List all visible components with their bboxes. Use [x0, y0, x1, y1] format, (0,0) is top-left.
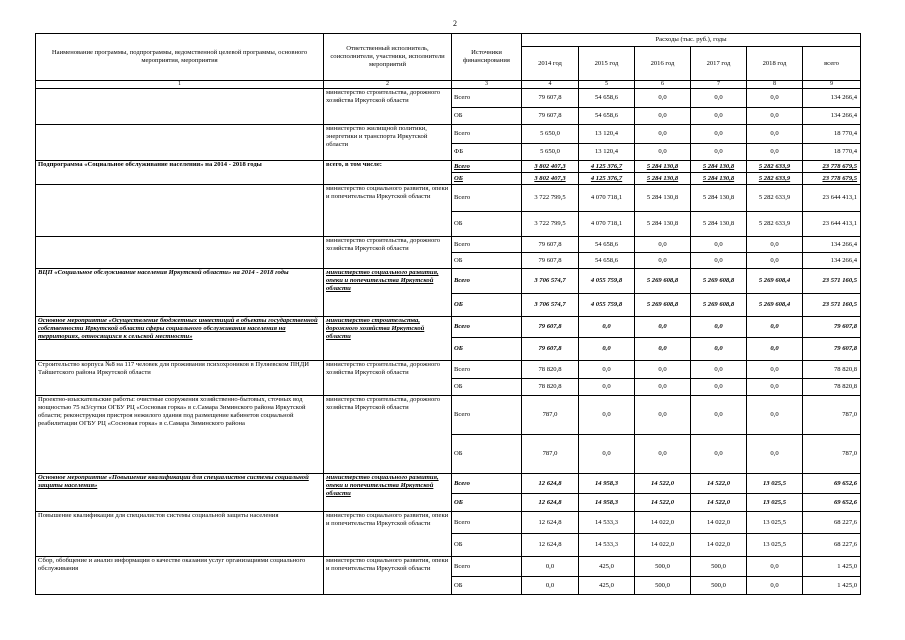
column-index: 1: [36, 81, 324, 89]
row-name: Проектно-изыскательские работы: очистные сооружения хозяйственно-бытовых, сточных вод мощностью 75 м3/сутки ОГБУ РЦ «Сосновая горка» в с.Самара Зиминского района Иркутской области; реконструкция пристроя нежилого здания под размещение кабинетов социальной реабилитации ОГБУ РЦ «Сосновая горка» в с.Самара Зиминского района: [36, 396, 324, 474]
row-year-value: 5 650,0: [522, 125, 579, 144]
row-name: Основное мероприятие «Повышение квалификации для специалистов системы социальной защиты населения»: [36, 474, 324, 512]
table-body: [36, 89, 861, 595]
row-year-value: 14 522,0: [635, 474, 691, 494]
row-year-value: 0,0: [579, 396, 635, 435]
header-year: 2014 год: [522, 47, 579, 81]
row-year-value: 3 706 574,7: [522, 294, 579, 317]
row-year-value: 0,0: [635, 108, 691, 125]
row-executor: министерство социального развития, опеки и попечительства Иркутской области: [324, 269, 452, 317]
row-total-value: 1 425,0: [803, 557, 861, 577]
row-year-value: 0,0: [691, 338, 747, 361]
row-year-value: 13 025,5: [747, 512, 803, 534]
table-row: [36, 396, 861, 435]
row-year-value: 0,0: [635, 435, 691, 474]
row-year-value: 5 284 130,8: [691, 185, 747, 212]
row-source: Всего: [452, 161, 522, 173]
row-year-value: 5 284 130,8: [635, 212, 691, 237]
table-row: [36, 125, 861, 144]
row-year-value: 0,0: [747, 396, 803, 435]
row-year-value: 5 284 130,8: [691, 212, 747, 237]
row-year-value: 0,0: [691, 379, 747, 396]
row-year-value: 787,0: [522, 435, 579, 474]
row-total-value: 69 652,6: [803, 494, 861, 512]
column-index: 8: [747, 81, 803, 89]
row-year-value: 78 820,8: [522, 361, 579, 379]
row-name: Строительство корпуса №8 на 117 человек для проживания психохроников в Пуляевском ПНДИ Тайшетского района Иркутской области: [36, 361, 324, 396]
financing-table: [35, 33, 861, 595]
row-source: Всего: [452, 396, 522, 435]
row-year-value: 4 055 759,8: [579, 294, 635, 317]
row-year-value: 425,0: [579, 557, 635, 577]
row-year-value: 4 125 376,7: [579, 161, 635, 173]
row-year-value: 0,0: [691, 253, 747, 269]
row-year-value: 79 607,8: [522, 338, 579, 361]
row-year-value: 5 269 608,8: [635, 294, 691, 317]
row-year-value: 0,0: [691, 361, 747, 379]
row-source: Всего: [452, 474, 522, 494]
row-source: Всего: [452, 125, 522, 144]
row-year-value: 12 624,8: [522, 474, 579, 494]
row-source: ОБ: [452, 435, 522, 474]
table-row: [36, 361, 861, 379]
row-year-value: 14 522,0: [691, 474, 747, 494]
row-executor: всего, в том числе:: [324, 161, 452, 185]
row-name: Сбор, обобщение и анализ информации о качестве оказания услуг организациями социального обслуживания: [36, 557, 324, 595]
row-year-value: 787,0: [522, 396, 579, 435]
row-year-value: 14 958,3: [579, 494, 635, 512]
row-year-value: 0,0: [579, 361, 635, 379]
row-source: ОБ: [452, 108, 522, 125]
row-year-value: 14 522,0: [691, 494, 747, 512]
row-year-value: 3 802 407,3: [522, 173, 579, 185]
row-year-value: 3 706 574,7: [522, 269, 579, 294]
column-index: 6: [635, 81, 691, 89]
header-year: 2015 год: [579, 47, 635, 81]
row-source: ОБ: [452, 494, 522, 512]
row-year-value: 0,0: [747, 144, 803, 161]
row-total-value: 69 652,6: [803, 474, 861, 494]
row-source: ОБ: [452, 212, 522, 237]
row-year-value: 14 522,0: [635, 494, 691, 512]
row-executor: министерство жилищной политики, энергетики и транспорта Иркутской области: [324, 125, 452, 161]
row-executor: министерство социального развития, опеки и попечительства Иркутской области: [324, 557, 452, 595]
row-year-value: 13 120,4: [579, 144, 635, 161]
row-year-value: 0,0: [635, 253, 691, 269]
row-total-value: 23 644 413,1: [803, 212, 861, 237]
row-year-value: 0,0: [691, 144, 747, 161]
row-source: ОБ: [452, 253, 522, 269]
table-row: [36, 557, 861, 577]
row-year-value: 0,0: [691, 435, 747, 474]
row-year-value: 5 284 130,8: [635, 161, 691, 173]
row-total-value: 1 425,0: [803, 577, 861, 595]
row-total-value: 78 820,8: [803, 361, 861, 379]
row-source: Всего: [452, 89, 522, 108]
row-year-value: 0,0: [747, 89, 803, 108]
header-row: [36, 34, 861, 47]
row-year-value: 0,0: [635, 89, 691, 108]
row-total-value: 23 644 413,1: [803, 185, 861, 212]
row-executor: министерство социального развития, опеки и попечительства Иркутской области: [324, 185, 452, 237]
row-year-value: 0,0: [747, 435, 803, 474]
row-executor: министерство строительства, дорожного хозяйства Иркутской области: [324, 317, 452, 361]
table-row: [36, 185, 861, 212]
row-year-value: 12 624,8: [522, 512, 579, 534]
row-total-value: 134 266,4: [803, 108, 861, 125]
row-total-value: 18 770,4: [803, 125, 861, 144]
row-total-value: 23 778 679,5: [803, 161, 861, 173]
row-year-value: 14 022,0: [691, 512, 747, 534]
row-year-value: 14 022,0: [635, 534, 691, 557]
row-total-value: 787,0: [803, 435, 861, 474]
header-expenses: Расходы (тыс. руб.), годы: [522, 34, 861, 47]
row-year-value: 12 624,8: [522, 534, 579, 557]
row-source: Всего: [452, 269, 522, 294]
row-year-value: 0,0: [635, 317, 691, 338]
row-year-value: 5 284 130,8: [691, 173, 747, 185]
row-year-value: 5 284 130,8: [691, 161, 747, 173]
row-year-value: 0,0: [635, 338, 691, 361]
row-executor: министерство строительства, дорожного хозяйства Иркутской области: [324, 361, 452, 396]
row-year-value: 0,0: [691, 108, 747, 125]
row-year-value: 0,0: [747, 361, 803, 379]
row-source: Всего: [452, 512, 522, 534]
header-source: Источники финансирования: [452, 34, 522, 81]
row-year-value: 14 022,0: [635, 512, 691, 534]
row-year-value: 5 282 633,9: [747, 212, 803, 237]
row-year-value: 0,0: [747, 108, 803, 125]
row-year-value: 14 958,3: [579, 474, 635, 494]
header-year: 2017 год: [691, 47, 747, 81]
row-year-value: 0,0: [747, 577, 803, 595]
row-source: ОБ: [452, 577, 522, 595]
row-name: [36, 185, 324, 237]
row-year-value: 54 658,6: [579, 108, 635, 125]
row-year-value: 0,0: [691, 317, 747, 338]
row-year-value: 0,0: [747, 557, 803, 577]
row-name: ВЦП «Социальное обслуживание населения Иркутской области» на 2014 - 2018 годы: [36, 269, 324, 317]
row-source: ОБ: [452, 338, 522, 361]
column-index: 7: [691, 81, 747, 89]
row-year-value: 425,0: [579, 577, 635, 595]
column-index: 4: [522, 81, 579, 89]
row-name: [36, 125, 324, 161]
row-year-value: 14 022,0: [691, 534, 747, 557]
row-total-value: 134 266,4: [803, 89, 861, 108]
row-year-value: 5 269 608,8: [691, 294, 747, 317]
row-total-value: 68 227,6: [803, 512, 861, 534]
row-year-value: 0,0: [747, 338, 803, 361]
row-executor: министерство строительства, дорожного хозяйства Иркутской области: [324, 396, 452, 474]
table-row: [36, 237, 861, 253]
row-year-value: 0,0: [635, 361, 691, 379]
row-executor: министерство строительства, дорожного хозяйства Иркутской области: [324, 237, 452, 269]
row-source: ОБ: [452, 379, 522, 396]
column-index: 5: [579, 81, 635, 89]
table-row: [36, 269, 861, 294]
row-total-value: 79 607,8: [803, 317, 861, 338]
row-year-value: 0,0: [747, 253, 803, 269]
header-name: Наименование программы, подпрограммы, ведомственной целевой программы, основного мероприятия, мероприятия: [36, 34, 324, 81]
row-year-value: 13 025,5: [747, 494, 803, 512]
row-year-value: 79 607,8: [522, 253, 579, 269]
row-year-value: 500,0: [635, 577, 691, 595]
row-year-value: 5 269 608,4: [747, 269, 803, 294]
row-year-value: 5 284 130,8: [635, 173, 691, 185]
row-year-value: 0,0: [522, 557, 579, 577]
row-year-value: 54 658,6: [579, 237, 635, 253]
row-year-value: 0,0: [579, 317, 635, 338]
row-executor: министерство социального развития, опеки и попечительства Иркутской области: [324, 474, 452, 512]
row-year-value: 0,0: [747, 317, 803, 338]
row-year-value: 13 120,4: [579, 125, 635, 144]
row-source: Всего: [452, 185, 522, 212]
row-year-value: 500,0: [691, 577, 747, 595]
row-year-value: 0,0: [579, 435, 635, 474]
row-year-value: 4 055 759,8: [579, 269, 635, 294]
row-year-value: 5 269 608,8: [691, 269, 747, 294]
table-row: [36, 89, 861, 108]
table-row: [36, 474, 861, 494]
row-name: [36, 89, 324, 125]
column-index: 2: [324, 81, 452, 89]
row-year-value: 3 722 799,5: [522, 185, 579, 212]
row-year-value: 13 025,5: [747, 474, 803, 494]
row-year-value: 5 284 130,8: [635, 185, 691, 212]
row-name: [36, 237, 324, 269]
table-row: [36, 317, 861, 338]
row-year-value: 0,0: [579, 338, 635, 361]
row-year-value: 0,0: [691, 237, 747, 253]
row-source: Всего: [452, 361, 522, 379]
row-total-value: 787,0: [803, 396, 861, 435]
row-year-value: 14 533,3: [579, 512, 635, 534]
table-row: [36, 161, 861, 173]
row-year-value: 4 070 718,1: [579, 185, 635, 212]
row-executor: министерство социального развития, опеки и попечительства Иркутской области: [324, 512, 452, 557]
row-year-value: 13 025,5: [747, 534, 803, 557]
row-year-value: 54 658,6: [579, 253, 635, 269]
row-year-value: 0,0: [691, 396, 747, 435]
row-year-value: 3 802 407,3: [522, 161, 579, 173]
column-index-row: [36, 81, 861, 89]
row-total-value: 18 770,4: [803, 144, 861, 161]
header-total: всего: [803, 47, 861, 81]
row-year-value: 5 282 633,9: [747, 173, 803, 185]
row-year-value: 54 658,6: [579, 89, 635, 108]
row-year-value: 0,0: [635, 144, 691, 161]
row-total-value: 68 227,6: [803, 534, 861, 557]
row-year-value: 4 125 376,7: [579, 173, 635, 185]
row-year-value: 5 282 633,9: [747, 161, 803, 173]
row-total-value: 79 607,8: [803, 338, 861, 361]
row-year-value: 0,0: [691, 125, 747, 144]
row-year-value: 0,0: [522, 577, 579, 595]
row-total-value: 23 778 679,5: [803, 173, 861, 185]
row-total-value: 78 820,8: [803, 379, 861, 396]
page-number: 2: [453, 19, 457, 28]
row-year-value: 14 533,3: [579, 534, 635, 557]
row-name: Повышение квалификации для специалистов системы социальной защиты населения: [36, 512, 324, 557]
row-year-value: 0,0: [747, 125, 803, 144]
row-year-value: 0,0: [635, 125, 691, 144]
row-year-value: 12 624,8: [522, 494, 579, 512]
header-year: 2018 год: [747, 47, 803, 81]
row-year-value: 500,0: [691, 557, 747, 577]
row-year-value: 0,0: [747, 237, 803, 253]
column-index: 9: [803, 81, 861, 89]
row-source: ОБ: [452, 173, 522, 185]
row-name: Подпрограмма «Социальное обслуживание населения» на 2014 - 2018 годы: [36, 161, 324, 185]
table-row: [36, 512, 861, 534]
row-year-value: 0,0: [579, 379, 635, 396]
row-source: ОБ: [452, 534, 522, 557]
row-executor: министерство строительства, дорожного хозяйства Иркутской области: [324, 89, 452, 125]
header-year: 2016 год: [635, 47, 691, 81]
row-year-value: 0,0: [691, 89, 747, 108]
row-year-value: 79 607,8: [522, 108, 579, 125]
row-year-value: 5 269 608,4: [747, 294, 803, 317]
row-year-value: 79 607,8: [522, 89, 579, 108]
row-year-value: 78 820,8: [522, 379, 579, 396]
header-executor: Ответственный исполнитель, соисполнители, участники, исполнители мероприятий: [324, 34, 452, 81]
row-year-value: 0,0: [635, 237, 691, 253]
row-year-value: 500,0: [635, 557, 691, 577]
row-total-value: 134 266,4: [803, 253, 861, 269]
row-year-value: 0,0: [635, 396, 691, 435]
row-source: Всего: [452, 317, 522, 338]
row-total-value: 23 571 160,5: [803, 294, 861, 317]
row-source: ФБ: [452, 144, 522, 161]
row-year-value: 79 607,8: [522, 237, 579, 253]
column-index: 3: [452, 81, 522, 89]
row-year-value: 79 607,8: [522, 317, 579, 338]
row-year-value: 0,0: [635, 379, 691, 396]
row-year-value: 3 722 799,5: [522, 212, 579, 237]
row-year-value: 4 070 718,1: [579, 212, 635, 237]
row-year-value: 5 650,0: [522, 144, 579, 161]
row-source: ОБ: [452, 294, 522, 317]
row-source: Всего: [452, 237, 522, 253]
row-year-value: 5 269 608,8: [635, 269, 691, 294]
row-total-value: 134 266,4: [803, 237, 861, 253]
row-total-value: 23 571 160,5: [803, 269, 861, 294]
row-year-value: 5 282 633,9: [747, 185, 803, 212]
row-source: Всего: [452, 557, 522, 577]
row-year-value: 0,0: [747, 379, 803, 396]
row-name: Основное мероприятие «Осуществление бюджетных инвестиций в объекты государственной собственности Иркутской области сферы социального обслуживания населения на территориях, относящихся к сельской местности»: [36, 317, 324, 361]
